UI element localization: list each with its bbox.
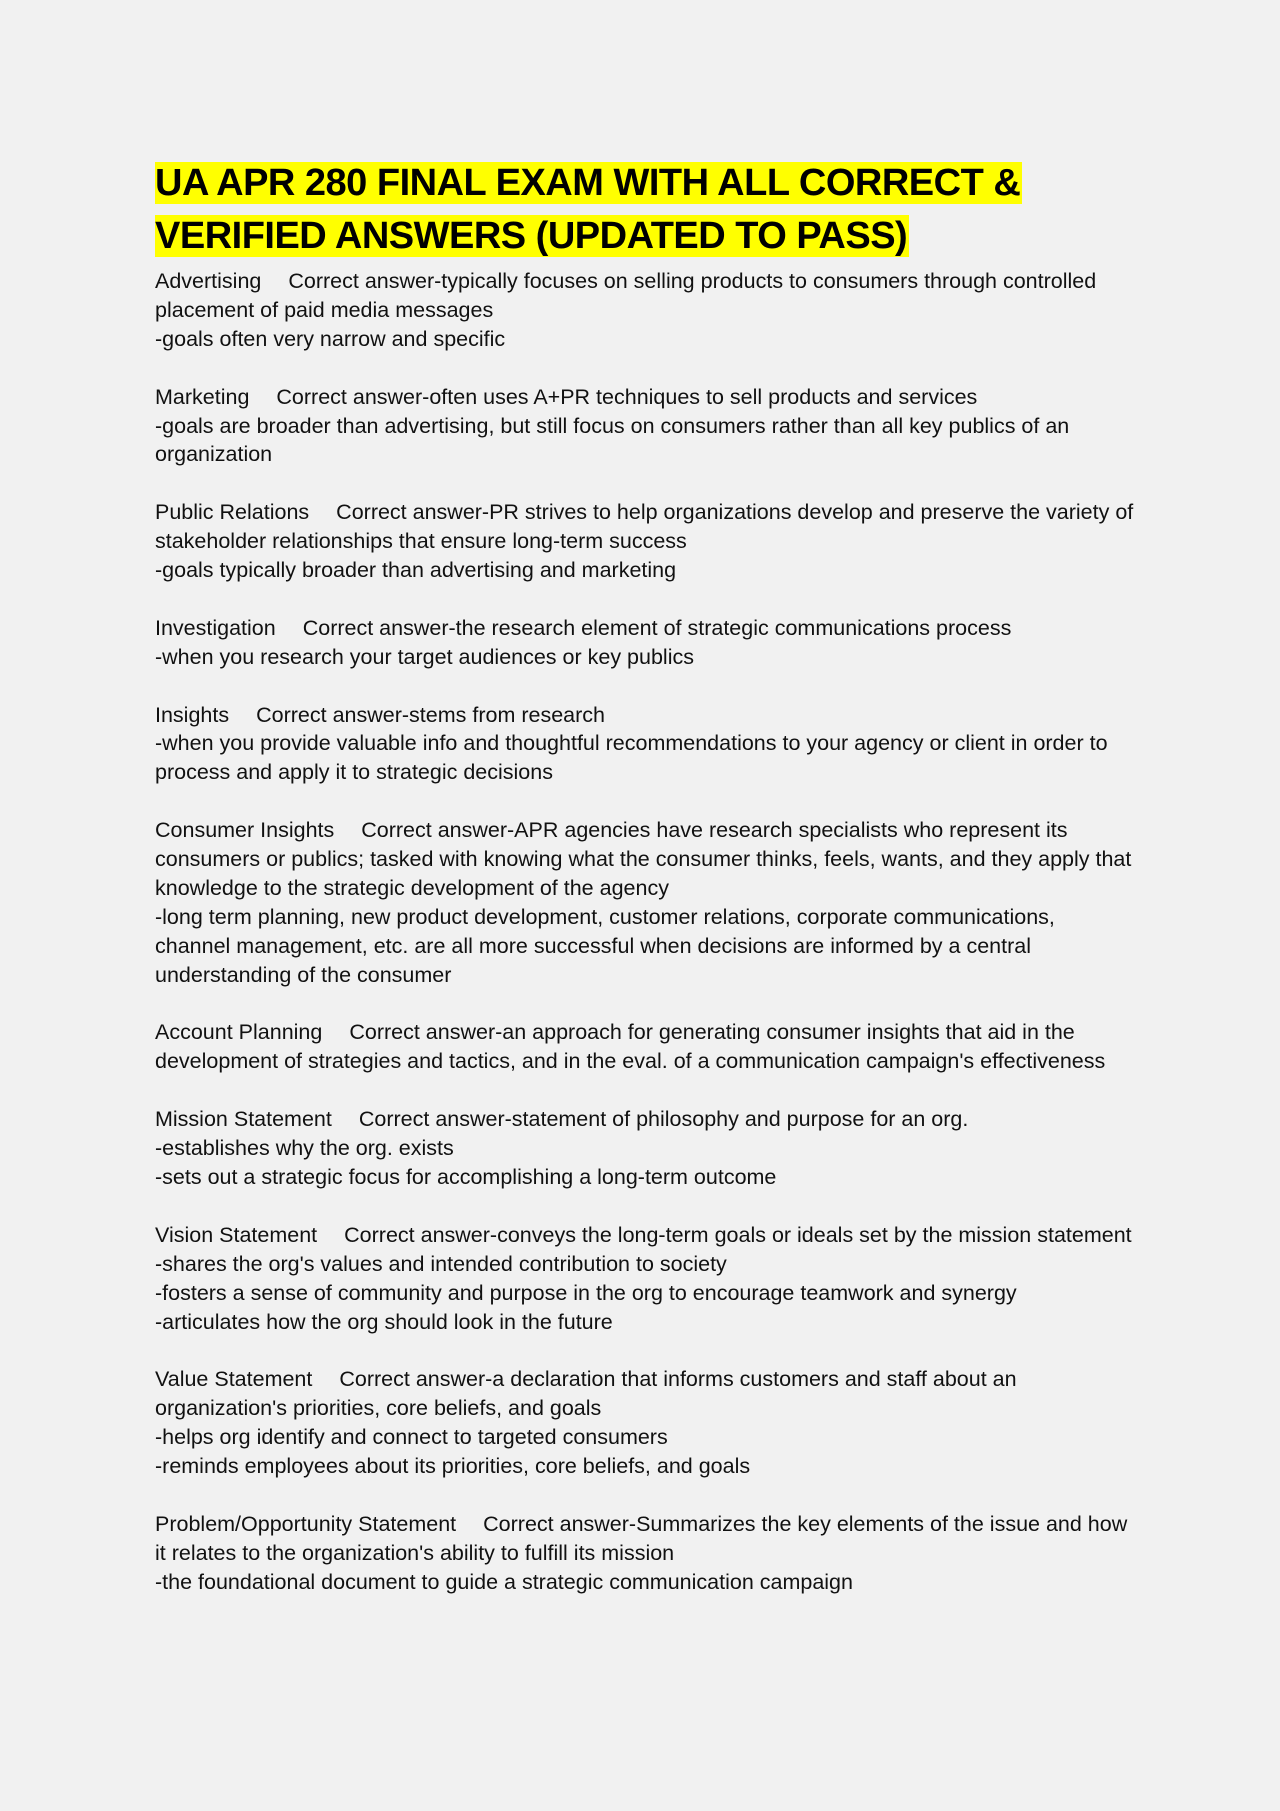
entry-note-line: -when you provide valuable info and thoughtful recommendations to your agency or client in order to process and apply it to strategic decisions: [155, 731, 1108, 785]
entry-note-line: -long term planning, new product development, customer relations, corporate communications, channel management, etc. are all more successful when decisions are informed by a central understanding of the consumer: [155, 904, 1055, 987]
title-highlight: UA APR 280 FINAL EXAM WITH ALL CORRECT & VERIFIED ANSWERS (UPDATED TO PASS): [155, 162, 1021, 257]
entry-answer: Correct answer-conveys the long-term goals or ideals set by the mission statement: [344, 1222, 1132, 1247]
qa-entry: [155, 701, 1135, 788]
entry-answer: Correct answer-PR strives to help organizations develop and preserve the variety of stakeholder relationships that ensure long-term success: [155, 500, 1134, 554]
entry-note-line: -goals typically broader than advertising and marketing: [155, 558, 677, 583]
entry-note-line: -the foundational document to guide a strategic communication campaign: [155, 1569, 853, 1594]
entry-term: Consumer Insights: [155, 818, 335, 843]
entry-answer: Correct answer-an approach for generating consumer insights that aid in the development of strategies and tactics, and in the eval. of a communication campaign's effectiveness: [155, 1020, 1106, 1074]
entry-term: Vision Statement: [155, 1222, 318, 1247]
entry-term: Mission Statement: [155, 1107, 332, 1132]
entry-notes: [155, 1568, 1135, 1597]
entry-answer: Correct answer-a declaration that informs customers and staff about an organization's priorities, core beliefs, and goals: [155, 1367, 1017, 1421]
entry-note-line: -goals often very narrow and specific: [155, 326, 506, 351]
qa-entry-list: [155, 267, 1135, 1597]
qa-entry: [155, 498, 1135, 585]
entry-notes: [155, 325, 1135, 354]
entry-note-line: -articulates how the org should look in the future: [155, 1309, 613, 1334]
entry-answer: Correct answer-APR agencies have research specialists who represent its consumers or publics; tasked with knowing what the consumer thinks, feels, wants, and they apply that knowledge to the strategic development of the agency: [155, 818, 1132, 900]
entry-answer: Correct answer-statement of philosophy and purpose for an org.: [358, 1107, 969, 1132]
entry-term: Advertising: [155, 269, 262, 293]
entry-note-line: -helps org identify and connect to targeted consumers: [155, 1425, 668, 1450]
entry-notes: [155, 1423, 1135, 1481]
entry-term: Insights: [155, 702, 230, 727]
entry-answer: Correct answer-Summarizes the key elements of the issue and how it relates to the organization's ability to fulfill its mission: [155, 1511, 1128, 1565]
qa-entry: [155, 1365, 1135, 1481]
qa-entry: [155, 267, 1135, 354]
entry-notes: [155, 1250, 1135, 1337]
document-title: [155, 157, 1115, 263]
entry-answer: Correct answer-the research element of strategic communications process: [302, 615, 1012, 640]
entry-answer: Correct answer-typically focuses on selling products to consumers through controlled placement of paid media messages: [155, 269, 1097, 322]
entry-term: Marketing: [155, 384, 250, 409]
qa-entry: [155, 1018, 1135, 1076]
entry-term: Public Relations: [155, 500, 310, 525]
entry-note-line: -goals are broader than advertising, but still focus on consumers rather than all key publics of an organization: [155, 413, 1070, 467]
entry-term: Problem/Opportunity Statement: [155, 1511, 457, 1536]
entry-term: Account Planning: [155, 1020, 323, 1045]
entry-note-line: -when you research your target audiences or key publics: [155, 644, 694, 669]
entry-notes: [155, 556, 1135, 585]
entry-notes: [155, 903, 1135, 990]
qa-entry: [155, 1221, 1135, 1337]
entry-term: Investigation: [155, 615, 276, 640]
entry-answer: Correct answer-often uses A+PR techniques to sell products and services: [276, 384, 978, 409]
entry-note-line: -fosters a sense of community and purpose in the org to encourage teamwork and synergy: [155, 1280, 1017, 1305]
qa-entry: [155, 1105, 1135, 1192]
qa-entry: [155, 816, 1135, 989]
qa-entry: [155, 614, 1135, 672]
qa-entry: [155, 1510, 1135, 1597]
entry-term: Value Statement: [155, 1367, 313, 1392]
entry-notes: [155, 1134, 1135, 1192]
entry-note-line: -reminds employees about its priorities, core beliefs, and goals: [155, 1454, 751, 1479]
entry-note-line: -establishes why the org. exists: [155, 1136, 454, 1161]
entry-note-line: -sets out a strategic focus for accomplishing a long-term outcome: [155, 1164, 777, 1189]
entry-answer: Correct answer-stems from research: [256, 702, 605, 727]
entry-notes: [155, 643, 1135, 672]
entry-notes: [155, 412, 1135, 470]
entry-note-line: -shares the org's values and intended contribution to society: [155, 1251, 727, 1276]
entry-notes: [155, 729, 1135, 787]
qa-entry: [155, 383, 1135, 470]
